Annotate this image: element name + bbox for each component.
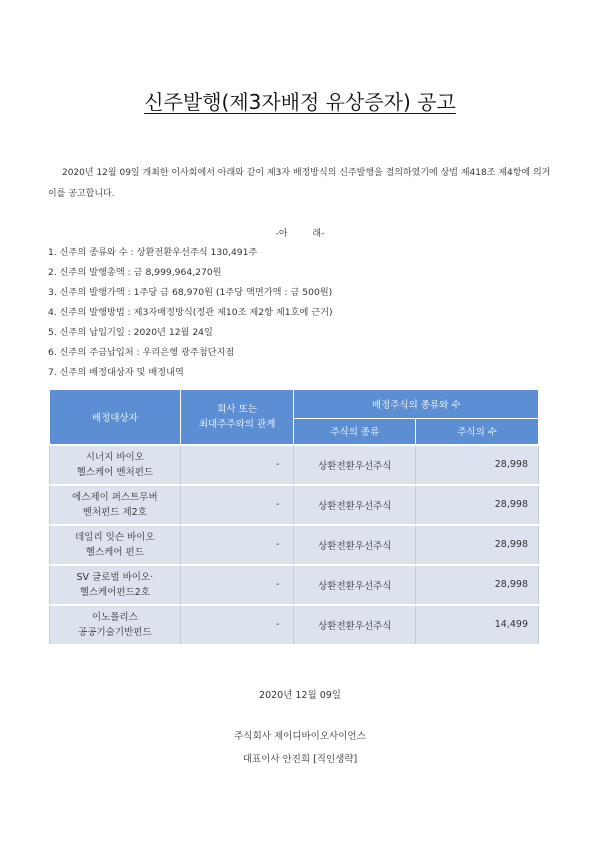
table-row	[50, 445, 539, 485]
detail-item-issue-method: 4. 신주의 발행방법 : 제3자배정방식(정관 제10조 제2항 제1호에 근거)	[48, 307, 333, 318]
header-share-count: 주식의 수	[416, 419, 539, 445]
issuance-details-list	[48, 243, 568, 383]
assignee-name-line2: 벤처펀드 제2호	[82, 506, 147, 518]
assignee-name-line1: 데일리 잇슨 바이오	[75, 531, 155, 543]
relation-cell: -	[180, 565, 294, 605]
detail-item-payment-place: 6. 신주의 주금납입처 : 우리은행 광주첨단지점	[48, 347, 235, 358]
assignee-cell	[50, 605, 181, 645]
assignee-name-line1: 시너지 바이오	[85, 451, 144, 463]
assignee-name-line1: 이노폴리스	[91, 611, 138, 623]
share-count-cell: 28,998	[416, 445, 539, 485]
assignee-cell	[50, 445, 181, 485]
table-row	[50, 605, 539, 645]
detail-item-share-type: 1. 신주의 종류와 수 : 상환전환우선주식 130,491주	[48, 247, 258, 258]
company-name: 주식회사 제이디바이오사이언스	[234, 731, 366, 742]
share-type-cell: 상환전환우선주식	[294, 445, 416, 485]
assignee-cell	[50, 525, 181, 565]
table-row	[50, 565, 539, 605]
intro-paragraph: 2020년 12월 09일 개최한 이사회에서 아래와 같이 제3자 배정방식의 신주발행을 결의하였기에 상법 제418조 제4항에 의거 이를 공고합니다.	[48, 168, 551, 199]
section-marker: -아 래-	[275, 229, 325, 239]
notice-title: 신주발행(제3자배정 유상증자) 공고	[144, 90, 456, 114]
relation-cell: -	[180, 525, 294, 565]
header-relation-line2: 최대주주와의 관계	[198, 418, 276, 430]
detail-item-payment-date: 5. 신주의 납입기일 : 2020년 12월 24일	[48, 327, 213, 338]
header-relation	[180, 390, 294, 445]
assignee-name-line2: 헬스케어 펀드	[85, 546, 144, 558]
assignee-name-line2: 헬스케어펀드2호	[79, 586, 150, 598]
header-shares-group: 배정주식의 종류와 수	[294, 390, 539, 419]
header-relation-line1: 회사 또는	[217, 403, 257, 415]
table-row	[50, 525, 539, 565]
detail-item-allocation: 7. 신주의 배정대상자 및 배정내역	[48, 367, 184, 378]
relation-cell: -	[180, 485, 294, 525]
share-count-cell: 28,998	[416, 525, 539, 565]
share-type-cell: 상환전환우선주식	[294, 565, 416, 605]
ceo-signature: 대표이사 안진희 [직인생략]	[242, 754, 358, 765]
share-count-cell: 28,998	[416, 565, 539, 605]
share-type-cell: 상환전환우선주식	[294, 525, 416, 565]
table-row	[50, 485, 539, 525]
assignee-name-line2: 공공기술기반펀드	[78, 626, 152, 638]
share-type-cell: 상환전환우선주식	[294, 485, 416, 525]
header-assignee: 배정대상자	[50, 390, 181, 445]
assignee-name-line1: 에스제이 퍼스트무버	[72, 491, 158, 503]
assignee-cell	[50, 565, 181, 605]
header-share-type: 주식의 종류	[294, 419, 416, 445]
relation-cell: -	[180, 445, 294, 485]
share-type-cell: 상환전환우선주식	[294, 605, 416, 645]
share-count-cell: 28,998	[416, 485, 539, 525]
detail-item-total-amount: 2. 신주의 발행총액 : 금 8,999,964,270원	[48, 267, 222, 278]
notice-date: 2020년 12월 09일	[259, 690, 341, 701]
detail-item-issue-price: 3. 신주의 발행가액 : 1주당 금 68,970원 (1주당 액면가액 : 금 500원)	[48, 287, 333, 298]
assignee-name-line2: 헬스케어 벤처펀드	[76, 466, 154, 478]
share-count-cell: 14,499	[416, 605, 539, 645]
relation-cell: -	[180, 605, 294, 645]
assignee-name-line1: SV 글로벌 바이오·	[76, 571, 154, 583]
allocation-table	[49, 389, 539, 646]
assignee-cell	[50, 485, 181, 525]
